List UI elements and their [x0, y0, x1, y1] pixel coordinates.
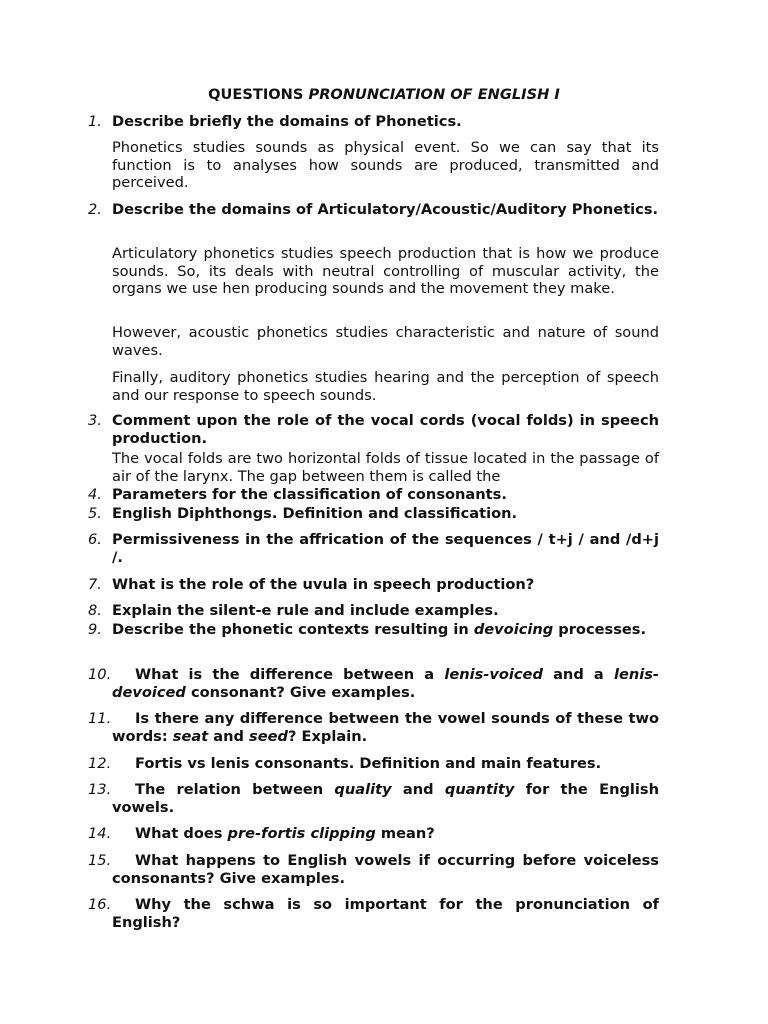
question-10 — [88, 666, 659, 701]
question-text — [112, 710, 659, 745]
question-text: Permissiveness in the affrication of the sequences / t+j / and /d+j /. — [112, 531, 659, 566]
question-text-part: The relation between — [135, 781, 335, 798]
question-12 — [88, 755, 659, 773]
question-3 — [88, 412, 659, 447]
question-text-part: for the English vowels. — [112, 781, 659, 816]
question-text — [112, 666, 659, 701]
question-text: Describe briefly the domains of Phonetics. — [112, 113, 462, 130]
question-16 — [88, 896, 659, 931]
question-text-part: and a — [542, 666, 614, 683]
question-text: What is the role of the uvula in speech production? — [112, 576, 535, 593]
question-number: 14. — [88, 825, 112, 842]
question-number: 9. — [88, 621, 102, 638]
page-title — [0, 86, 768, 104]
question-text-italic: quantity — [444, 781, 515, 798]
question-1 — [88, 113, 659, 131]
question-4 — [88, 486, 659, 504]
answer-3: The vocal folds are two horizontal folds of tissue located in the passage of air of the larynx. The gap between them is called the — [112, 450, 659, 485]
question-text-part: and — [391, 781, 445, 798]
question-6 — [88, 531, 659, 566]
question-2 — [88, 201, 659, 219]
question-text-italic: lenis-voiced — [444, 666, 543, 683]
question-text: Fortis vs lenis consonants. Definition and main features. — [135, 755, 602, 772]
title-prefix: QUESTIONS — [208, 86, 309, 103]
question-text-part: and — [208, 727, 250, 745]
question-text-part: mean? — [375, 825, 435, 842]
question-text-part: What does — [135, 825, 228, 842]
question-number: 12. — [88, 755, 112, 772]
question-text: Explain the silent-e rule and include examples. — [112, 602, 499, 619]
question-text: What happens to English vowels if occurring before voiceless consonants? Give examples. — [112, 852, 659, 887]
question-14 — [88, 825, 659, 843]
question-7 — [88, 576, 659, 594]
question-number: 13. — [88, 781, 112, 798]
question-number: 15. — [88, 852, 112, 869]
question-text-part: consonant? Give examples. — [185, 683, 416, 701]
question-number: 11. — [88, 710, 112, 727]
question-9 — [88, 621, 659, 639]
title-italic: PRONUNCIATION OF ENGLISH I — [308, 86, 560, 103]
question-text — [112, 825, 659, 843]
question-text-italic: pre-fortis clipping — [227, 825, 376, 842]
answer-2-acoustic: However, acoustic phonetics studies characteristic and nature of sound waves. — [112, 324, 659, 359]
question-number: 3. — [88, 412, 102, 429]
question-text: English Diphthongs. Definition and classification. — [112, 505, 518, 522]
answer-1: Phonetics studies sounds as physical event. So we can say that its function is to analyses how sounds are produced, transmitted and perceived. — [112, 139, 659, 191]
question-text-italic: devoicing — [473, 621, 554, 638]
question-number: 8. — [88, 602, 102, 619]
question-text — [112, 621, 659, 639]
question-number: 4. — [88, 486, 102, 503]
question-number: 6. — [88, 531, 102, 548]
question-number: 7. — [88, 576, 102, 593]
question-5 — [88, 505, 659, 523]
question-text-part: ? Explain. — [287, 727, 368, 745]
question-number: 5. — [88, 505, 102, 522]
question-text-part: What is the difference between a — [135, 666, 445, 683]
question-number: 10. — [88, 666, 112, 683]
question-11 — [88, 710, 659, 745]
question-13 — [88, 781, 659, 816]
question-text-italic: quality — [334, 781, 392, 798]
question-text-part: Describe the phonetic contexts resulting in — [112, 621, 474, 638]
answer-2-auditory: Finally, auditory phonetics studies hearing and the perception of speech and our response to speech sounds. — [112, 369, 659, 404]
question-text: Parameters for the classification of consonants. — [112, 486, 507, 503]
question-text-italic: lenis-devoiced — [112, 666, 659, 701]
question-text-italic: seat — [172, 727, 209, 745]
question-text-part: processes. — [553, 621, 647, 638]
question-number: 2. — [88, 201, 102, 218]
question-text: Comment upon the role of the vocal cords (vocal folds) in speech production. — [112, 412, 659, 447]
question-text-italic: seed — [249, 727, 288, 745]
question-text: Describe the domains of Articulatory/Acoustic/Auditory Phonetics. — [112, 201, 659, 218]
question-number: 16. — [88, 896, 112, 913]
answer-2-articulatory: Articulatory phonetics studies speech production that is how we produce sounds. So, its deals with neutral controlling of muscular activity, the organs we use hen producing sounds and the movement they make. — [112, 245, 659, 297]
question-8 — [88, 602, 659, 620]
question-number: 1. — [88, 113, 102, 130]
question-text — [112, 781, 659, 816]
question-15 — [88, 852, 659, 887]
question-text: Why the schwa is so important for the pronunciation of English? — [112, 896, 659, 931]
question-text-part: Is there any difference between the vowel sounds of these two words: — [112, 710, 659, 745]
